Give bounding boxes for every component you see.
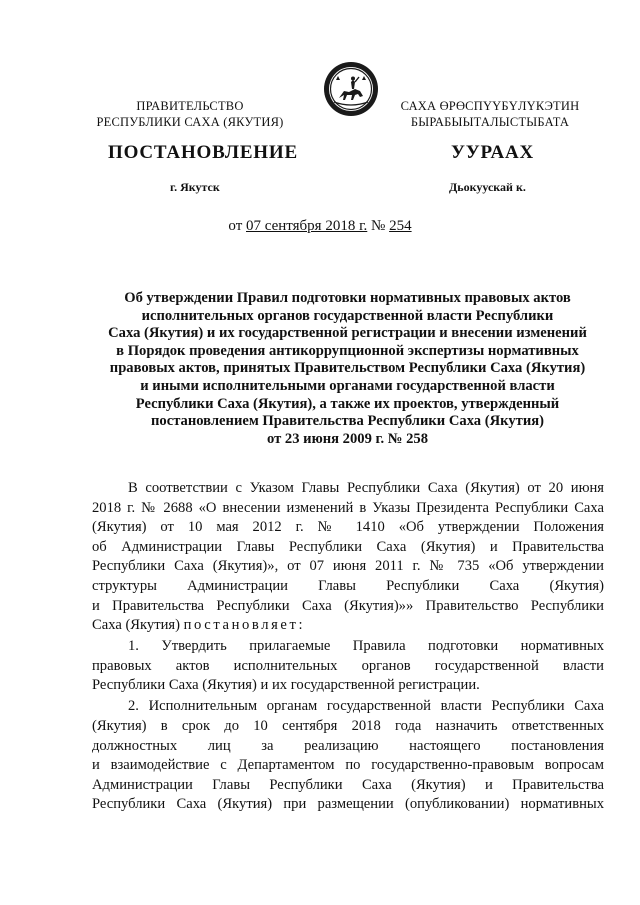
- header-right: [385, 98, 595, 130]
- body-line: Республики Саха (Якутия) при размещении (опубликовании) нормативных: [92, 796, 604, 813]
- document-number: 254: [389, 218, 412, 234]
- heading-line: в Порядок проведения антикоррупционной экспертизы нормативных: [116, 342, 579, 359]
- document-body: [92, 479, 604, 816]
- heading-line: Об утверждении Правил подготовки нормативных правовых актов: [124, 290, 571, 306]
- body-line: В соответствии с Указом Главы Республики Саха (Якутия) от 20 июня: [128, 480, 604, 496]
- body-line: (Якутия) от 10 мая 2012 г. № 1410 «Об утверждении Положения: [92, 519, 604, 536]
- header-left-line-2: РЕСПУБЛИКИ САХА (ЯКУТИЯ): [96, 115, 284, 129]
- body-line: Республики Саха (Якутия) и их государственной регистрации.: [92, 677, 480, 694]
- header-left-line-1: ПРАВИТЕЛЬСТВО: [136, 99, 244, 113]
- body-line: 2. Исполнительным органам государственной власти Республики Саха: [128, 698, 604, 715]
- date-line: [0, 218, 640, 235]
- header-right-line-1: САХА ӨРӨСПҮҮБҮЛҮКЭТИН: [400, 99, 580, 113]
- date-prefix: от: [228, 218, 246, 234]
- body-line: и взаимодействие с Департаментом по государственно-правовым вопросам: [92, 757, 604, 774]
- number-prefix: №: [367, 218, 390, 234]
- resolution-word: постановляет:: [183, 617, 306, 634]
- heading-line: Саха (Якутия) и их государственной регистрации и внесении изменений: [108, 325, 587, 342]
- heading-line: правовых актов, принятых Правительством Республики Саха (Якутия): [109, 360, 586, 377]
- city-name: г. Якутск: [170, 180, 220, 194]
- paragraph-item-2: [92, 697, 604, 815]
- body-line: Республики Саха (Якутия)», от 07 июня 2011 г. № 735 «Об утверждении: [92, 558, 604, 575]
- body-line: Администрации Главы Республики Саха (Якутия) и Правительства: [92, 776, 604, 793]
- heading-line: от 23 июня 2009 г. № 258: [267, 430, 428, 447]
- heading-line: и иными исполнительными органами государственной власти: [140, 377, 555, 394]
- heading-line: Республики Саха (Якутия), а также их проектов, утвержденный: [135, 395, 560, 412]
- body-line: [92, 616, 604, 636]
- body-line: 2018 г. № 2688 «О внесении изменений в Указы Президента Республики Саха: [92, 499, 604, 516]
- body-text: Саха (Якутия): [92, 617, 184, 634]
- body-line: об Администрации Главы Республики Саха (Якутия) и Правительства: [92, 538, 604, 555]
- body-line: (Якутия) в срок до 10 сентября 2018 года назначить ответственных: [92, 717, 604, 734]
- document-date: 07 сентября 2018 г.: [246, 218, 368, 234]
- paragraph-item-1: [92, 637, 604, 696]
- paragraph-preamble: [92, 479, 604, 636]
- body-line: и Правительства Республики Саха (Якутия)»» Правительство Республики: [92, 597, 604, 614]
- header-right-line-2: БЫРАБЫЫТАЛЫСТЫБАТА: [410, 115, 570, 129]
- header-left: [80, 98, 300, 130]
- heading-line: исполнительных органов государственной власти Республики: [141, 307, 554, 324]
- city-name-yakut: Дьокуускай к.: [449, 180, 526, 194]
- body-line: правовых актов исполнительных органов государственной власти: [92, 657, 604, 674]
- heading-line: постановлением Правительства Республики Саха (Якутия): [151, 413, 544, 430]
- body-line: 1. Утвердить прилагаемые Правила подготовки нормативных: [128, 638, 604, 655]
- document-type-title: ПОСТАНОВЛЕНИЕ: [108, 142, 298, 163]
- document-type-title-yakut: УУРААХ: [451, 142, 535, 163]
- document-heading: [90, 290, 605, 448]
- body-line: структуры Администрации Главы Республики Саха (Якутия): [92, 577, 604, 594]
- coat-of-arms-icon: [322, 60, 380, 118]
- body-line: должностных лиц за реализацию настоящего постановления: [92, 737, 604, 754]
